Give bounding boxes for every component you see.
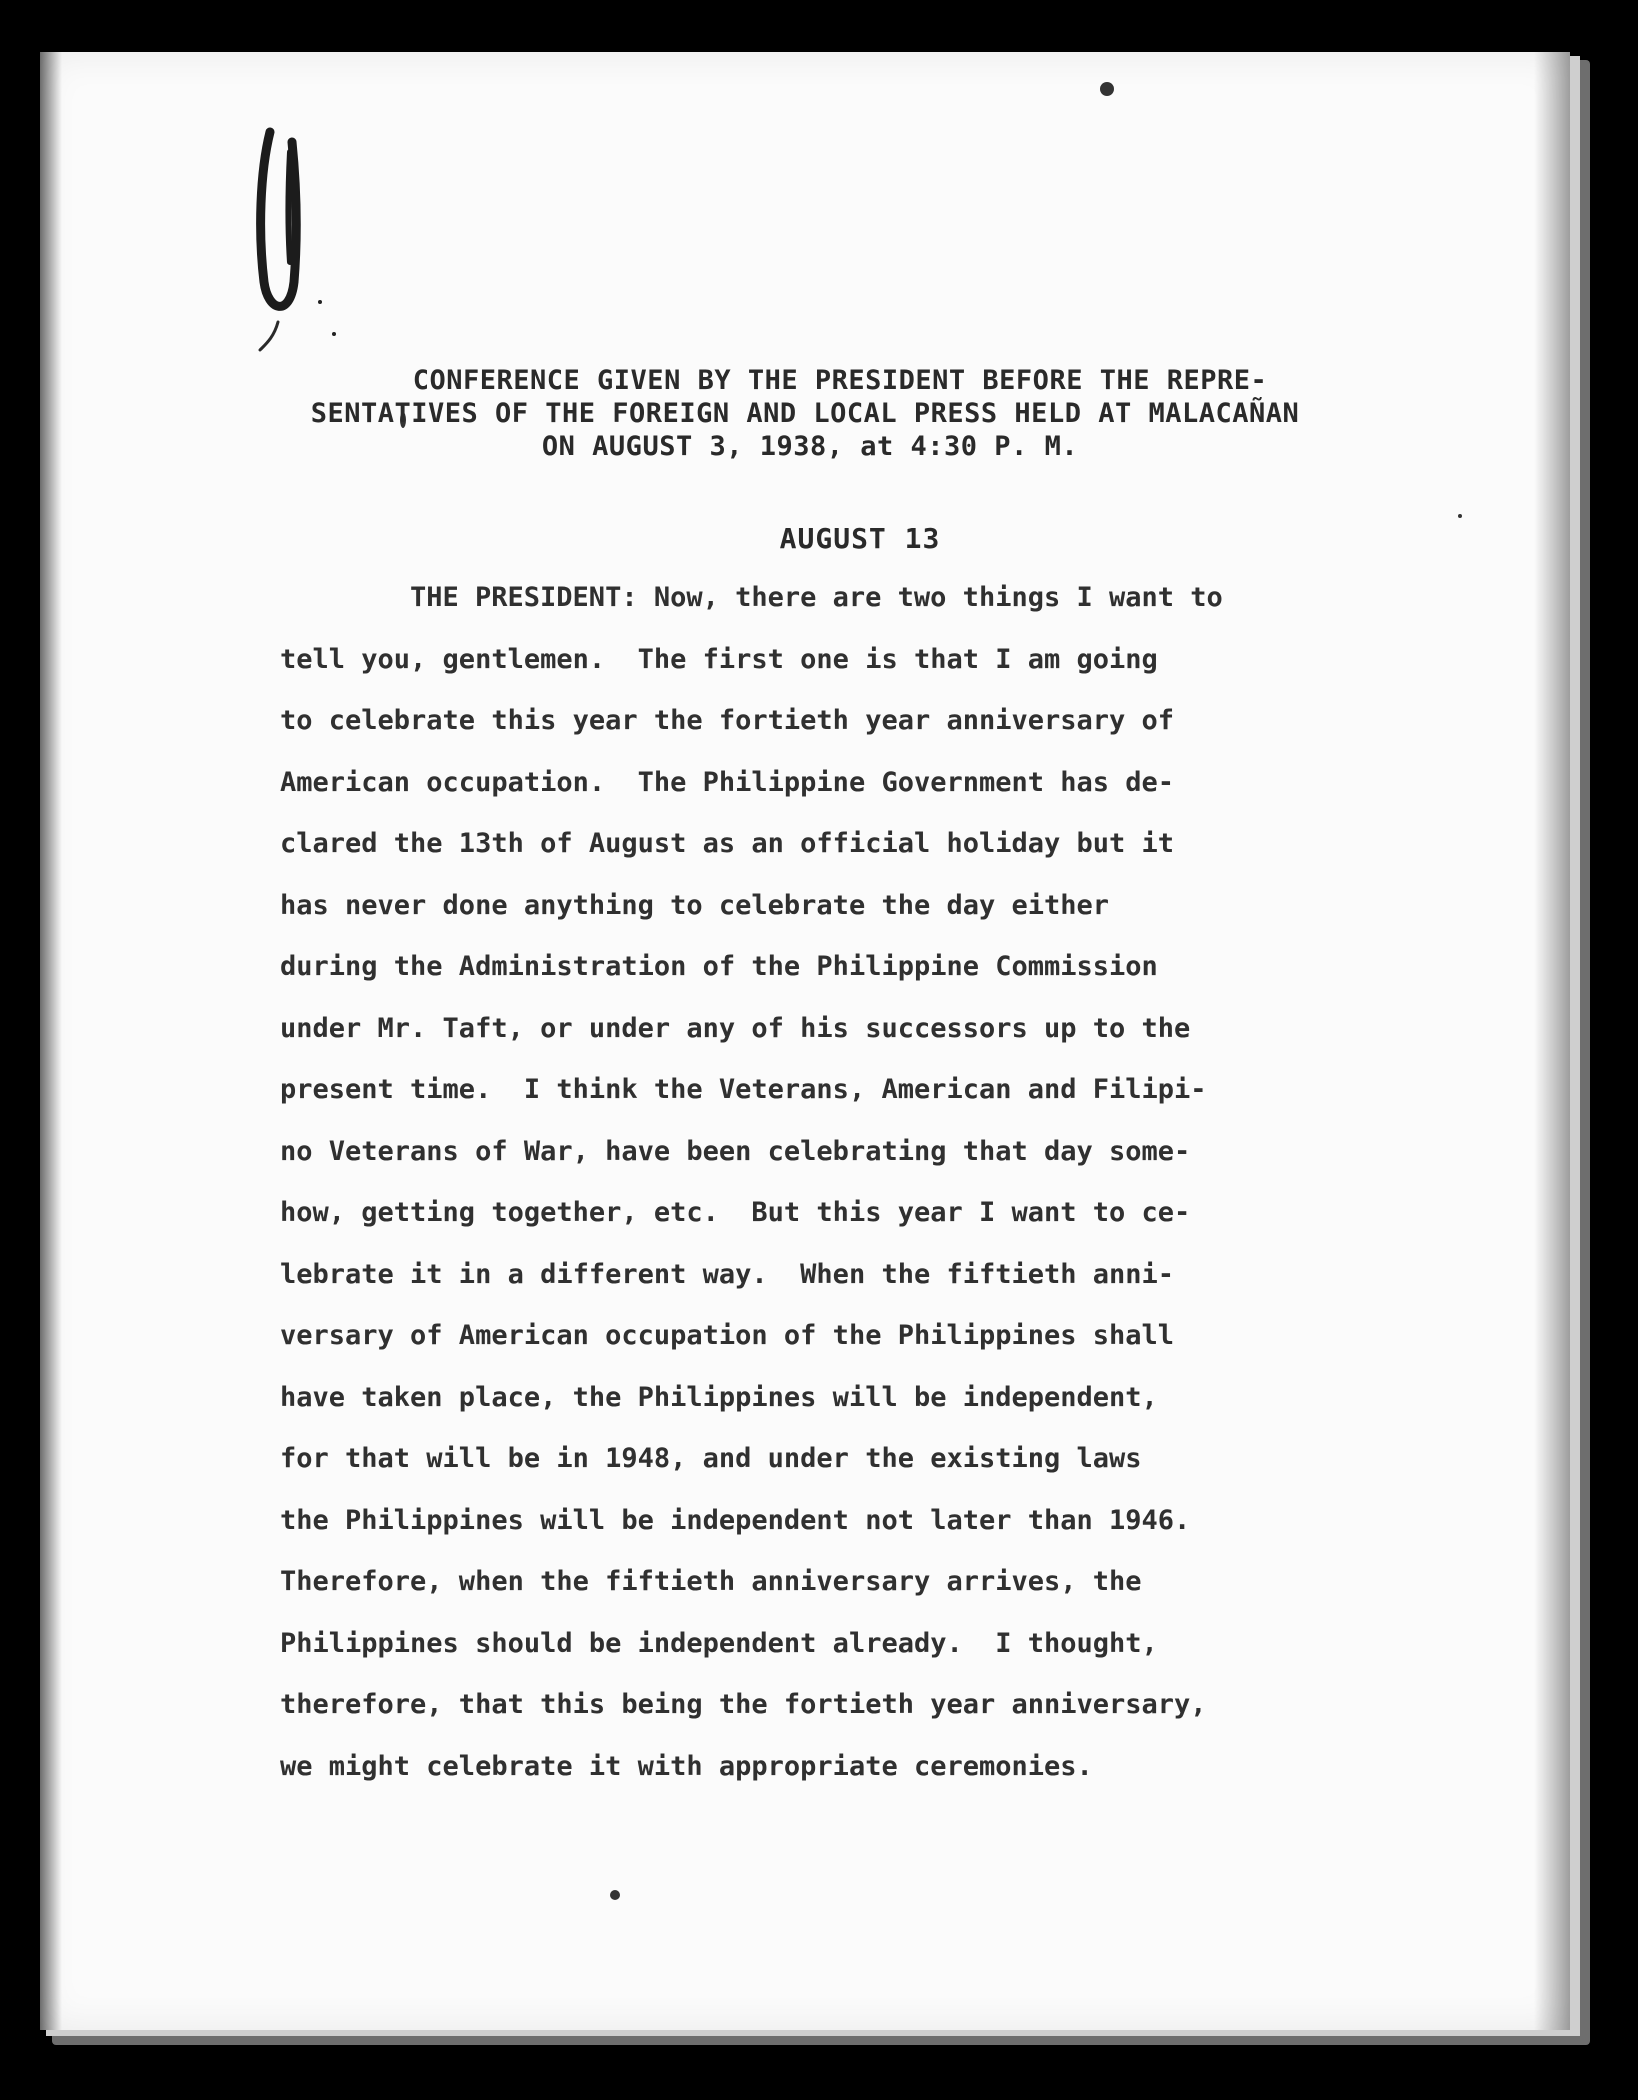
body-line: the Philippines will be independent not later than 1946. [280,1504,1191,1536]
body-line: tell you, gentlemen. The first one is that I am going [280,643,1158,675]
body-line: lebrate it in a different way. When the fiftieth anni- [280,1258,1175,1290]
body-line: American occupation. The Philippine Government has de- [280,766,1175,798]
body-line: how, getting together, etc. But this year I want to ce- [280,1197,1191,1228]
body-line: no Veterans of War, have been celebrating that day some- [280,1135,1191,1167]
body-line: therefore, that this being the fortieth year anniversary, [280,1689,1207,1720]
body-line: Philippines should be independent already. I thought, [280,1627,1158,1659]
body-line: present time. I think the Veterans, American and Filipi- [280,1074,1207,1105]
body-line: has never done anything to celebrate the day either [280,889,1110,921]
ink-speck [1458,514,1462,518]
body-line: to celebrate this year the fortieth year anniversary of [280,705,1175,736]
heading-line: SENTATIVES OF THE FOREIGN AND LOCAL PRESS HELD AT MALACAÑAN [310,398,1300,429]
body-line: have taken place, the Philippines will be independent, [280,1381,1158,1413]
right-margin-shadow [1534,52,1570,2030]
paperclip-mark-icon [230,112,350,352]
heading-line: ON AUGUST 3, 1938, at 4:30 P. M. [541,431,1079,462]
body-line: under Mr. Taft, or under any of his successors up to the [280,1012,1191,1044]
heading-line: CONFERENCE GIVEN BY THE PRESIDENT BEFORE THE REPRE- [412,365,1268,396]
body-line: during the Administration of the Philippine Commission [280,951,1158,982]
body-line: we might celebrate it with appropriate ceremonies. [280,1750,1093,1782]
ink-speck [1100,82,1114,96]
document-heading [40,364,1570,463]
body-text [280,578,1390,1808]
body-line: THE PRESIDENT: Now, there are two things I want to [410,582,1223,613]
ink-speck [610,1890,620,1900]
body-line: for that will be in 1948, and under the existing laws [280,1443,1142,1474]
body-line: versary of American occupation of the Philippines shall [280,1320,1175,1351]
body-line: Therefore, when the fiftieth anniversary arrives, the [280,1566,1142,1597]
section-date: AUGUST 13 [779,522,941,555]
body-line: clared the 13th of August as an official holiday but it [280,828,1175,859]
left-margin-shadow [40,52,62,2030]
